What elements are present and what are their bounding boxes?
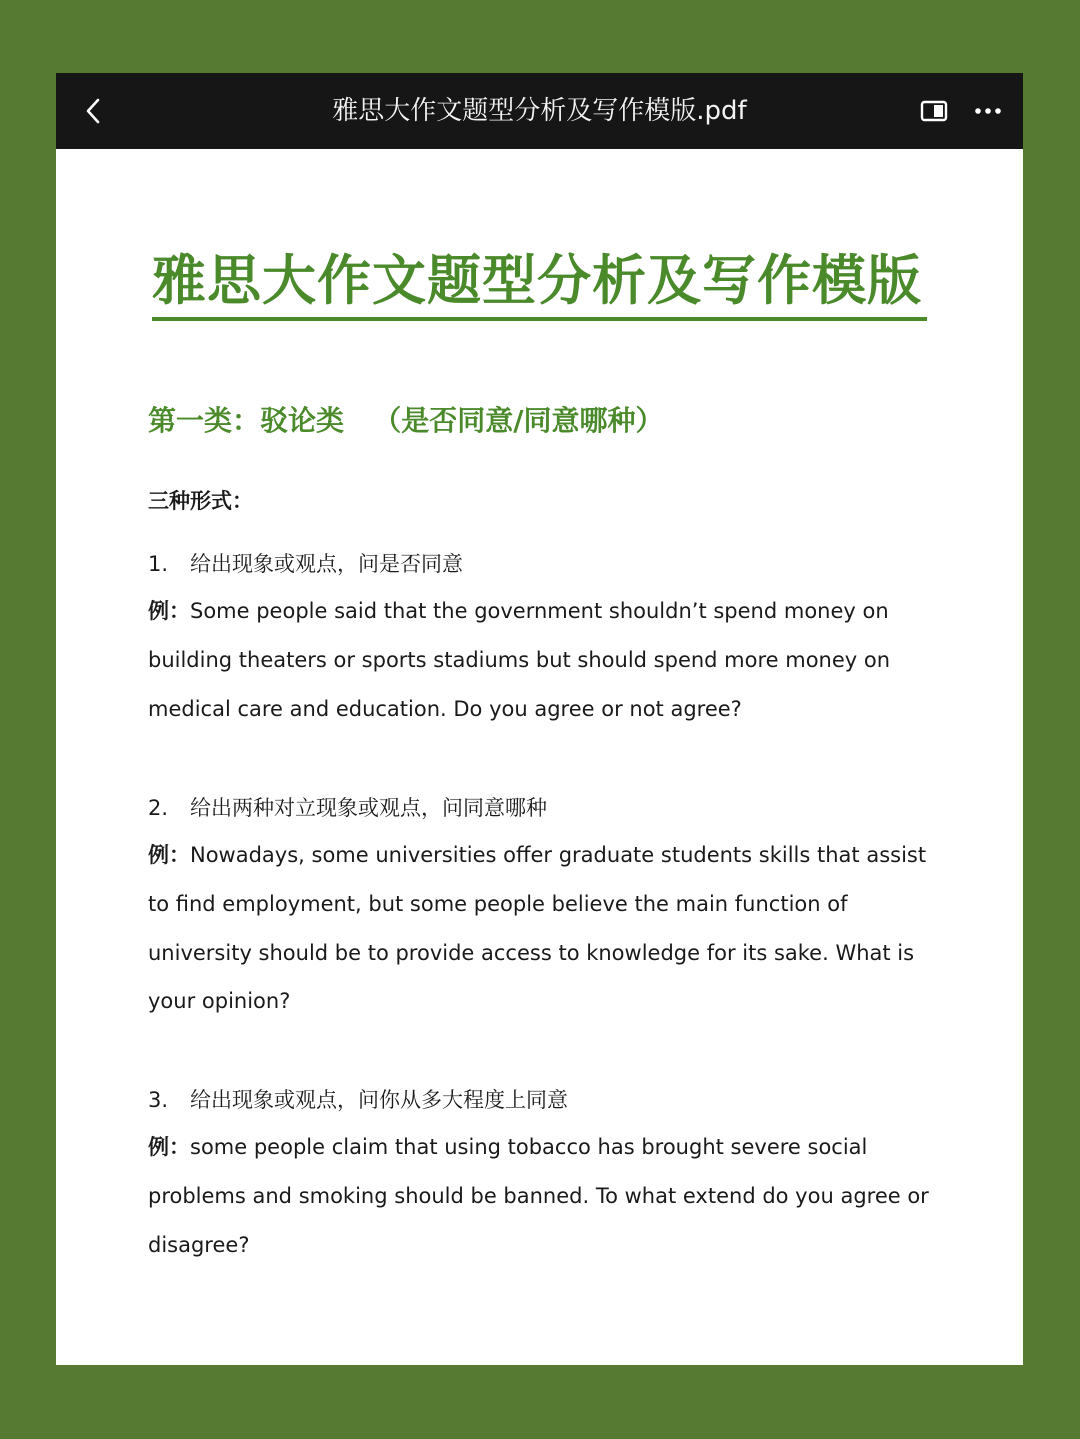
example-text: some people claim that using tobacco has brought severe social problems and smoking should be banned. To what extend do you agree or disagree? bbox=[148, 1135, 929, 1257]
item-number: 3. bbox=[148, 1088, 169, 1112]
pdf-viewer-window bbox=[56, 73, 1023, 1365]
reader-mode-icon bbox=[920, 100, 948, 122]
item-heading bbox=[148, 789, 948, 827]
item-example bbox=[148, 1123, 948, 1269]
viewer-toolbar bbox=[56, 73, 1023, 149]
item-example bbox=[148, 587, 948, 733]
example-prefix: 例： bbox=[148, 1135, 190, 1159]
item-heading-text: 给出两种对立现象或观点，问同意哪种 bbox=[190, 796, 547, 820]
example-prefix: 例： bbox=[148, 599, 190, 623]
item-number: 1. bbox=[148, 552, 169, 576]
document-title: 雅思大作文题型分析及写作模版 bbox=[152, 249, 922, 312]
chevron-left-icon bbox=[83, 96, 105, 126]
list-item bbox=[148, 545, 948, 733]
item-heading-text: 给出现象或观点，问你从多大程度上同意 bbox=[190, 1088, 568, 1112]
example-prefix: 例： bbox=[148, 843, 190, 867]
example-text: Nowadays, some universities offer graduate students skills that assist to find employment, but some people believe the main function of university should be to provide access to knowledge for its sake. What is your opinion? bbox=[148, 843, 927, 1014]
back-button[interactable] bbox=[74, 91, 114, 131]
item-example bbox=[148, 831, 948, 1026]
list-item bbox=[148, 789, 948, 1026]
item-heading bbox=[148, 545, 948, 583]
more-horizontal-icon bbox=[974, 107, 1002, 115]
item-heading bbox=[148, 1081, 948, 1119]
file-title: 雅思大作文题型分析及写作模版.pdf bbox=[332, 96, 747, 126]
item-number: 2. bbox=[148, 796, 169, 820]
section-heading: 第一类：驳论类 （是否同意/同意哪种） bbox=[148, 404, 664, 437]
list-item bbox=[148, 1081, 948, 1269]
item-heading-text: 给出现象或观点，问是否同意 bbox=[190, 552, 463, 576]
title-underline bbox=[152, 317, 927, 321]
more-button[interactable] bbox=[968, 95, 1008, 127]
forms-label: 三种形式： bbox=[148, 489, 253, 513]
reader-mode-button[interactable] bbox=[916, 95, 952, 127]
example-text: Some people said that the government shouldn’t spend money on building theaters or sports stadiums but should spend more money on medical care and education. Do you agree or not agree? bbox=[148, 599, 891, 721]
